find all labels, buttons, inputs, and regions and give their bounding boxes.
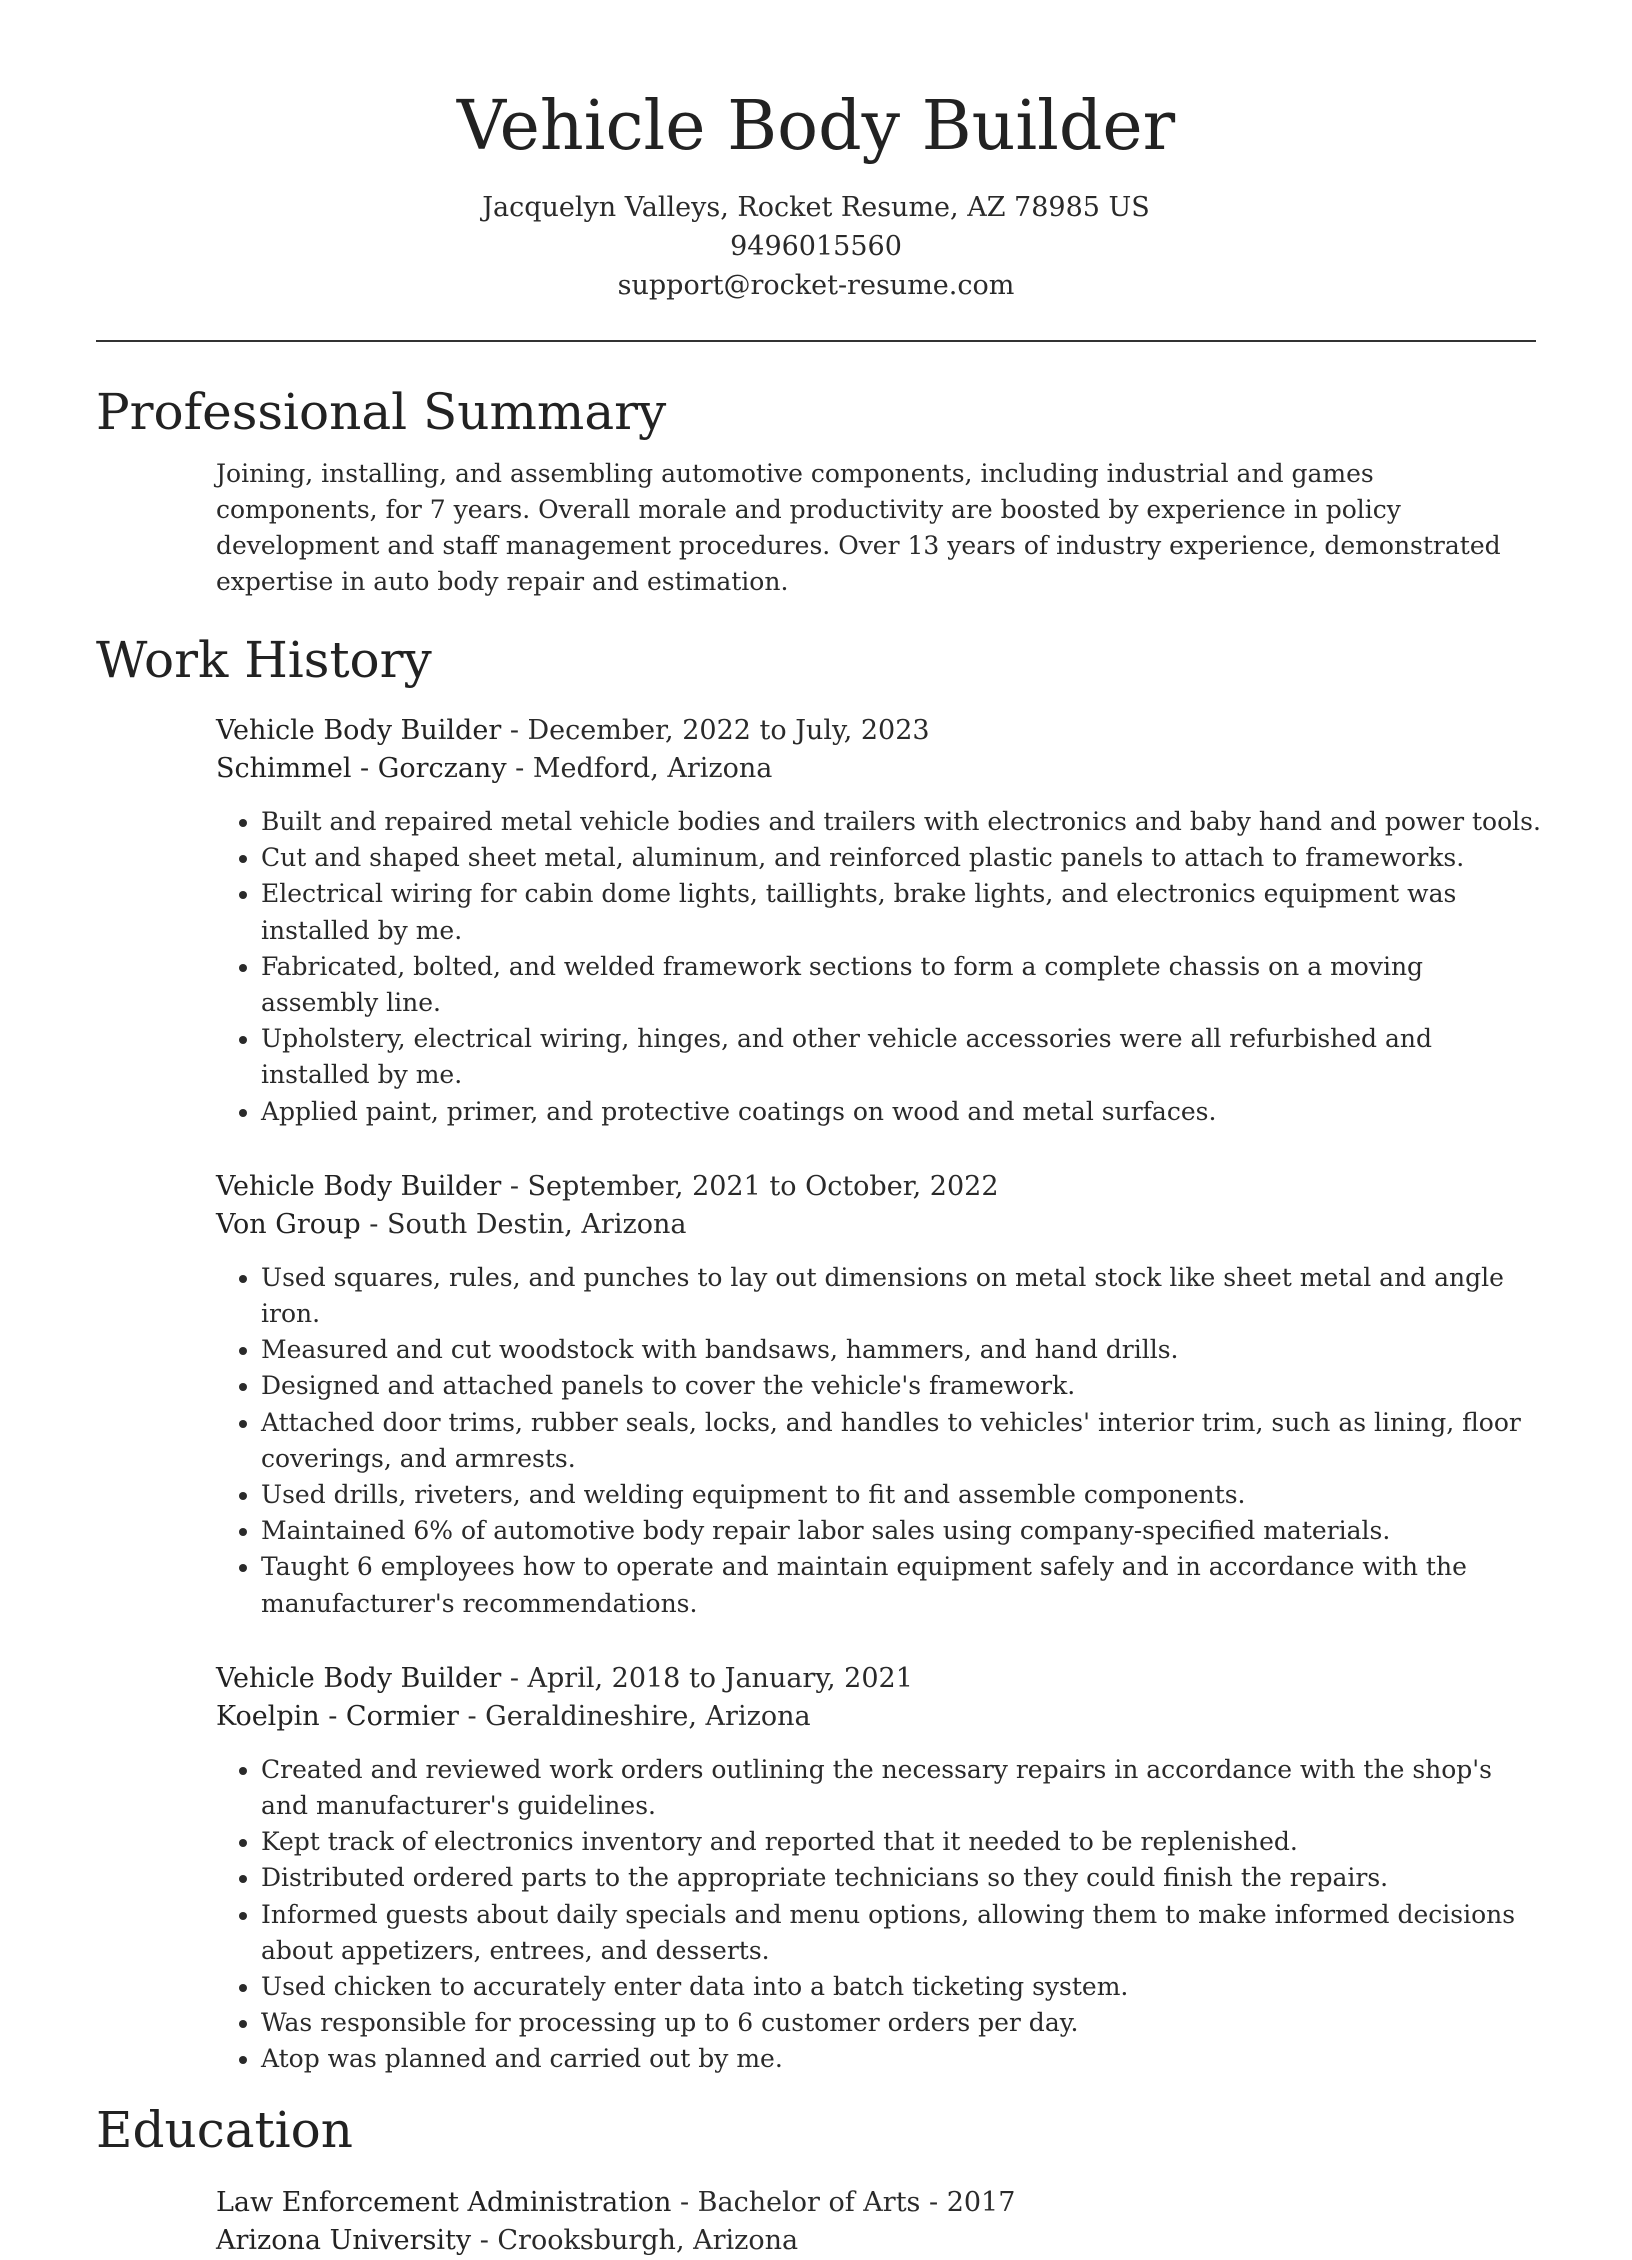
job-dates: - September, 2021 to October, 2022	[501, 1170, 999, 1202]
job-duties	[216, 1752, 1541, 2078]
work-history-heading: Work History	[96, 631, 432, 689]
duty-item: • Created and reviewed work orders outlining the necessary repairs in accordance with the shop's and manufacturer's guidelines.	[261, 1752, 1541, 1824]
degree-line	[216, 2184, 1541, 2222]
contact-address: Jacquelyn Valleys, Rocket Resume, AZ 78985 US	[482, 192, 1150, 223]
job-role: Vehicle Body Builder	[216, 1170, 502, 1202]
job-company-line	[216, 1698, 1541, 1736]
contact-block	[96, 188, 1536, 305]
duty-item: • Electrical wiring for cabin dome lights, taillights, brake lights, and electronics equipment was installed by me.	[261, 876, 1541, 948]
resume-page	[96, 0, 1541, 2260]
summary-heading: Professional Summary	[96, 383, 667, 441]
job-title-line	[216, 712, 1541, 750]
job-company: Schimmel - Gorczany	[216, 753, 507, 784]
resume-name: Vehicle Body Builder	[456, 87, 1176, 166]
job-entry	[216, 1660, 1541, 2078]
job-entry	[216, 712, 1541, 1130]
duty-item: • Measured and cut woodstock with bandsaws, hammers, and hand drills.	[261, 1332, 1541, 1368]
header-divider	[96, 340, 1536, 342]
job-title-line	[216, 1168, 1541, 1206]
duty-item: • Kept track of electronics inventory and reported that it needed to be replenished.	[261, 1824, 1541, 1860]
job-location: - Geraldineshire, Arizona	[458, 1700, 811, 1732]
education-heading: Education	[96, 2100, 353, 2159]
duty-item: • Used drills, riveters, and welding equipment to fit and assemble components.	[261, 1477, 1541, 1513]
school-name: Arizona University	[216, 2224, 472, 2256]
job-role: Vehicle Body Builder	[216, 1662, 502, 1694]
duty-item: • Taught 6 employees how to operate and maintain equipment safely and in accordance with the manufacturer's recommendations.	[261, 1549, 1541, 1621]
duty-item: • Fabricated, bolted, and welded framework sections to form a complete chassis on a moving assembly line.	[261, 949, 1541, 1021]
duty-item: • Used chicken to accurately enter data into a batch ticketing system.	[261, 1969, 1541, 2005]
duty-item: • Used squares, rules, and punches to lay out dimensions on metal stock like sheet metal and angle iron.	[261, 1260, 1541, 1332]
job-location: - Medford, Arizona	[506, 753, 773, 784]
duty-item: • Attached door trims, rubber seals, locks, and handles to vehicles' interior trim, such as lining, floor coverings, and armrests.	[261, 1405, 1541, 1477]
job-company-line	[216, 1206, 1541, 1244]
duty-item: • Maintained 6% of automotive body repair labor sales using company-specified materials.	[261, 1513, 1541, 1549]
duty-item: • Atop was planned and carried out by me.	[261, 2041, 1541, 2077]
work-history-list	[216, 712, 1541, 2078]
degree-field: Law Enforcement Administration	[216, 2186, 672, 2218]
duty-item: • Designed and attached panels to cover the vehicle's framework.	[261, 1368, 1541, 1404]
duty-item: • Was responsible for processing up to 6 customer orders per day.	[261, 2005, 1541, 2041]
job-dates: - April, 2018 to January, 2021	[501, 1662, 913, 1694]
summary-text: Joining, installing, and assembling automotive components, including industrial and games components, for 7 years. Overall morale and productivity are boosted by experience in policy development and staff management procedures. Over 13 years of industry experience, demonstrated expertise in auto body repair and estimation.	[216, 459, 1501, 596]
job-company-line	[216, 750, 1541, 788]
job-title-line	[216, 1660, 1541, 1698]
degree-details: - Bachelor of Arts - 2017	[671, 2186, 1016, 2218]
job-role: Vehicle Body Builder	[216, 715, 502, 746]
job-location: - South Destin, Arizona	[360, 1208, 687, 1240]
duty-item: • Informed guests about daily specials and menu options, allowing them to make informed decisions about appetizers, entrees, and desserts.	[261, 1897, 1541, 1969]
contact-phone: 9496015560	[730, 231, 902, 262]
job-dates: - December, 2022 to July, 2023	[501, 715, 930, 746]
school-location: - Crooksburgh, Arizona	[471, 2224, 799, 2256]
duty-item: • Built and repaired metal vehicle bodies and trailers with electronics and baby hand and power tools.	[261, 804, 1541, 840]
duty-item: • Distributed ordered parts to the appropriate technicians so they could finish the repairs.	[261, 1860, 1541, 1896]
job-entry	[216, 1168, 1541, 1622]
contact-email: support@rocket-resume.com	[617, 270, 1015, 301]
job-duties	[216, 1260, 1541, 1622]
job-company: Koelpin - Cormier	[216, 1700, 459, 1732]
school-line	[216, 2222, 1541, 2260]
job-duties	[216, 804, 1541, 1130]
duty-item: • Applied paint, primer, and protective coatings on wood and metal surfaces.	[261, 1094, 1541, 1130]
duty-item: • Cut and shaped sheet metal, aluminum, and reinforced plastic panels to attach to frameworks.	[261, 840, 1541, 876]
duty-item: • Upholstery, electrical wiring, hinges, and other vehicle accessories were all refurbished and installed by me.	[261, 1021, 1541, 1093]
job-company: Von Group	[216, 1208, 361, 1240]
education-entry	[216, 2184, 1541, 2260]
